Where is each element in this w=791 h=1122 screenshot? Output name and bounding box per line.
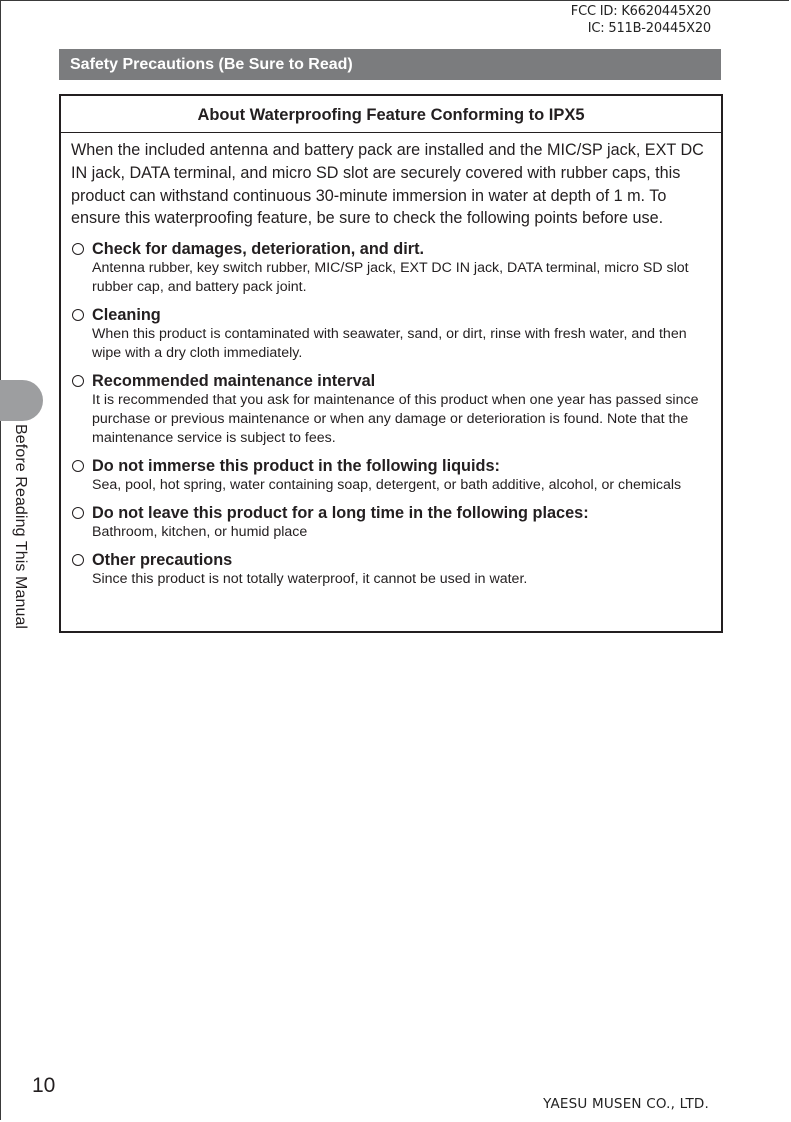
precaution-heading: Do not immerse this product in the following liquids: <box>92 457 500 476</box>
precaution-heading: Cleaning <box>92 306 161 325</box>
precaution-body: It is recommended that you ask for maintenance of this product when one year has passed since purchase or previous maintenance or when any damage or deterioration is found. Note that the maintenance service is subject to fees. <box>92 392 699 447</box>
regulatory-ids <box>571 3 711 37</box>
fcc-id: FCC ID: K6620445X20 <box>570 4 711 19</box>
precaution-heading: Check for damages, deterioration, and dirt. <box>92 240 425 259</box>
precaution-item <box>71 239 713 297</box>
precaution-item <box>71 305 713 363</box>
precaution-item <box>71 503 713 542</box>
circle-bullet-icon <box>72 554 84 566</box>
company-name: YAESU MUSEN CO., LTD. <box>543 1096 709 1112</box>
chapter-side-label: Before Reading This Manual <box>12 424 29 630</box>
circle-bullet-icon <box>72 309 84 321</box>
circle-bullet-icon <box>72 507 84 519</box>
precaution-body: When this product is contaminated with seawater, sand, or dirt, rinse with fresh water, and then wipe with a dry cloth immediately. <box>92 326 687 362</box>
page-number: 10 <box>32 1074 56 1097</box>
precaution-item <box>71 550 713 589</box>
precaution-heading: Other precautions <box>92 551 233 570</box>
precaution-body: Since this product is not totally waterproof, it cannot be used in water. <box>92 571 528 588</box>
ic-id: IC: 511B-20445X20 <box>587 21 711 36</box>
precaution-heading: Recommended maintenance interval <box>92 372 376 391</box>
precaution-body: Bathroom, kitchen, or humid place <box>92 524 308 541</box>
precaution-item <box>71 456 713 495</box>
section-title-bar <box>59 49 721 80</box>
box-title: About Waterproofing Feature Conforming to IPX5 <box>61 96 721 133</box>
waterproofing-box <box>59 94 723 633</box>
circle-bullet-icon <box>72 243 84 255</box>
box-intro-paragraph: When the included antenna and battery pack are installed and the MIC/SP jack, EXT DC IN jack, DATA terminal, and micro SD slot are securely covered with rubber caps, this product can withstand continuous 30-minute immersion in water at depth of 1 m. To ensure this waterproofing feature, be sure to check the following points before use. <box>71 141 704 228</box>
circle-bullet-icon <box>72 375 84 387</box>
circle-bullet-icon <box>72 460 84 472</box>
precaution-body: Sea, pool, hot spring, water containing soap, detergent, or bath additive, alcohol, or chemicals <box>92 477 682 494</box>
precaution-item <box>71 371 713 448</box>
precaution-body: Antenna rubber, key switch rubber, MIC/SP jack, EXT DC IN jack, DATA terminal, micro SD slot rubber cap, and battery pack joint. <box>92 260 689 296</box>
precaution-heading: Do not leave this product for a long time in the following places: <box>92 504 589 523</box>
chapter-side-tab <box>0 380 43 421</box>
section-title: Safety Precautions (Be Sure to Read) <box>70 56 353 73</box>
